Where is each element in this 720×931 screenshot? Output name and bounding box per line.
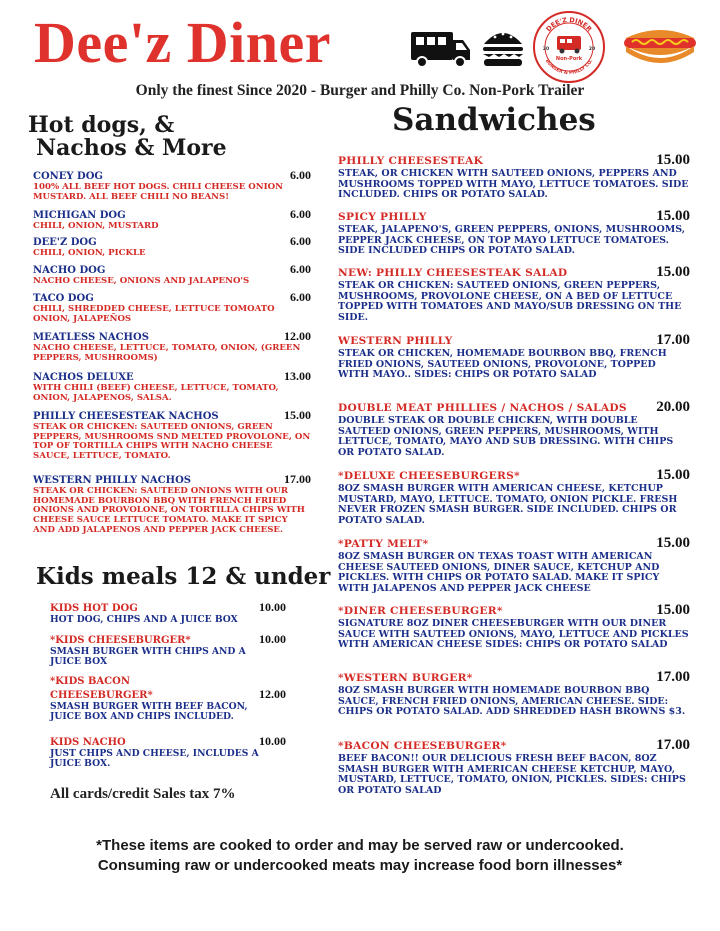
item-description: STEAK OR CHICKEN: SAUTEED ONIONS WITH OUR HOMEMADE BOURBON BBQ WITH FRENCH FRIED ONIONS AND PROVOLONE, ON TORTILLA CHIPS WITH CHEESE SAUCE LETTUCE TOMATO. MAKE IT SPICY AND ADD JALAPENOS AND PEPPER JACK CHEESE. [33, 486, 305, 535]
item-price: 20.00 [656, 399, 690, 415]
kids-meals-heading: Kids meals 12 & under [36, 563, 331, 590]
logo-mid-text: Non-Pork [555, 56, 583, 62]
item-name: MEATLESS NACHOS [33, 332, 149, 343]
hot-dog-icon [622, 24, 698, 70]
item-description: 100% ALL BEEF HOT DOGS. CHILI CHEESE ONION MUSTARD. ALL BEEF CHILI NO BEANS! [33, 182, 283, 202]
menu-item-nachos-deluxe [33, 369, 311, 403]
item-description: NACHO CHEESE, LETTUCE, TOMATO, ONION, (GREEN PEPPERS, MUSHROOMS) [33, 343, 301, 363]
item-price: 13.00 [284, 369, 311, 383]
item-description: JUST CHIPS AND CHEESE, INCLUDES A JUICE BOX. [50, 748, 259, 770]
item-description: HOT DOG, CHIPS AND A JUICE BOX [50, 614, 238, 625]
logo-year-right: 20 [588, 47, 596, 52]
item-description: BEEF BACON!! OUR DELICIOUS FRESH BEEF BACON, 8OZ SMASH BURGER WITH AMERICAN CHEESE KETCHUP, MAYO, MUSTARD, LETTUCE, TOMATO, ONION, PICKLES. SIDES: CHIPS OR POTATO SALAD [338, 753, 686, 797]
item-description: 8OZ SMASH BURGER WITH HOMEMADE BOURBON BBQ SAUCE, FRENCH FRIED ONIONS, AMERICAN CHEESE. SIDE: CHIPS OR POTATO SALAD. ADD SHREDDED HASH BROWNS $3. [338, 685, 686, 718]
item-description: DOUBLE STEAK OR DOUBLE CHICKEN, WITH DOUBLE SAUTEED ONIONS, GREEN PEPPERS, MUSHROOMS, WITH LETTUCE, TOMATO, MAYO AND SUB DRESSING. WITH CHIPS OR POTATO SALAD. [338, 415, 674, 459]
item-price: 17.00 [284, 472, 311, 486]
item-name: SPICY PHILLY [338, 211, 427, 223]
item-price: 17.00 [656, 332, 690, 348]
menu-item-spicy-philly [338, 208, 690, 257]
item-description: STEAK OR CHICKEN: SAUTEED ONIONS, GREEN PEPPERS, MUSHROOMS SND MELTED PROVOLONE, ON TOP OF TORTILLA CHIPS WITH NACHO CHEESE SAUCE, LETTUCE, TOMATO. [33, 422, 311, 462]
item-description: STEAK, JALAPENO'S, GREEN PEPPERS, ONIONS, MUSHROOMS, PEPPER JACK CHEESE, ON TOP MAYO LETTUCE TOMATOES. SIDE INCLUDED CHIPS OR POTATO SALAD. [338, 224, 686, 257]
menu-item-kids-nacho [50, 734, 286, 770]
item-name: *BACON CHEESEBURGER* [338, 740, 507, 752]
item-name: NACHO DOG [33, 265, 106, 276]
raw-food-disclaimer [0, 836, 720, 877]
menu-item-deez-dog [33, 234, 311, 259]
item-price: 6.00 [290, 290, 311, 304]
item-price: 15.00 [656, 208, 690, 224]
item-name: DEE'Z DOG [33, 237, 97, 248]
item-price: 6.00 [290, 168, 311, 182]
menu-item-philly-salad [338, 264, 690, 324]
menu-item-western-philly-nachos [33, 472, 311, 536]
item-name: PHILLY CHEESESTEAK [338, 155, 484, 167]
menu-item-kids-cheeseburger [50, 632, 286, 668]
menu-item-double-meat [338, 399, 690, 459]
item-price: 15.00 [656, 602, 690, 618]
logo-top-text: DEE'Z DINER [544, 15, 594, 34]
item-price: 10.00 [259, 600, 286, 614]
hot-dogs-heading [28, 114, 268, 160]
disclaimer-line2: Consuming raw or undercooked meats may increase food born illnesses* [97, 857, 623, 875]
item-price: 15.00 [284, 408, 311, 422]
item-price: 12.00 [284, 329, 311, 343]
item-name: KIDS NACHO [50, 737, 126, 748]
item-name: *WESTERN BURGER* [338, 672, 473, 684]
item-name: KIDS HOT DOG [50, 603, 138, 614]
menu-item-meatless-nachos [33, 329, 311, 363]
item-price: 15.00 [656, 152, 690, 168]
item-price: 15.00 [656, 535, 690, 551]
item-description: WITH CHILI (BEEF) CHEESE, LETTUCE, TOMATO, ONION, JALAPENOS, SALSA. [33, 383, 279, 403]
disclaimer-line1: *These items are cooked to order and may be served raw or undercooked. [96, 837, 624, 854]
menu-item-western-philly [338, 332, 690, 381]
item-price: 10.00 [259, 734, 286, 748]
item-description: SIGNATURE 8OZ DINER CHEESEBURGER WITH OUR DINER SAUCE WITH SAUTEED ONIONS, MAYO, LETTUCE AND PICKLES WITH AMERICAN CHEESE SIDES: CHIPS OR POTATO SALAD [338, 618, 689, 651]
item-name: *DINER CHEESEBURGER* [338, 605, 503, 617]
item-name: MICHIGAN DOG [33, 210, 126, 221]
item-name: NEW: PHILLY CHEESESTEAK SALAD [338, 267, 568, 279]
item-description: 8OZ SMASH BURGER WITH AMERICAN CHEESE, KETCHUP MUSTARD, MAYO, LETTUCE. TOMATO, ONION PICKLE. FRESH NEVER FROZEN SMASH BURGER. SIDE INCLUDED. CHIPS OR POTATO SALAD. [338, 483, 678, 527]
menu-item-diner-cheeseburger [338, 602, 690, 651]
item-description: STEAK OR CHICKEN: SAUTEED ONIONS, GREEN PEPPERS, MUSHROOMS, PROVOLONE CHEESE, ON A BED OF LETTUCE TOPPED WITH TOMATOES AND MAYO/SUB DRESSING ON THE SIDE. [338, 280, 682, 324]
menu-item-michigan-dog [33, 207, 311, 232]
item-price: 6.00 [290, 207, 311, 221]
item-price: 10.00 [259, 632, 286, 646]
tax-note: All cards/credit Sales tax 7% [50, 786, 236, 802]
item-name: WESTERN PHILLY [338, 335, 453, 347]
item-name: PHILLY CHEESESTEAK NACHOS [33, 411, 219, 422]
menu-item-kids-bacon-cheeseburger [50, 675, 286, 723]
item-description: 8OZ SMASH BURGER ON TEXAS TOAST WITH AMERICAN CHEESE SAUTEED ONIONS, DINER SAUCE, KETCHUP AND PICKLES. WITH CHIPS OR POTATO SALAD. MAKE IT SPICY WITH JALAPENOS AND PEPPER JACK CHEESE [338, 551, 660, 595]
menu-item-patty-melt [338, 535, 690, 595]
menu-item-western-burger [338, 669, 690, 718]
menu-item-deluxe-cheeseburgers [338, 467, 690, 527]
logo-year-left: 20 [542, 47, 550, 52]
restaurant-title: Dee'z Diner [34, 10, 331, 75]
menu-item-philly-cheesesteak [338, 152, 690, 201]
item-price: 15.00 [656, 467, 690, 483]
item-description: CHILI, ONION, MUSTARD [33, 221, 159, 231]
item-name: DOUBLE MEAT PHILLIES / NACHOS / SALADS [338, 402, 627, 414]
tagline: Only the finest Since 2020 - Burger and Philly Co. Non-Pork Trailer [135, 82, 585, 99]
item-price: 6.00 [290, 234, 311, 248]
item-name: NACHOS DELUXE [33, 372, 134, 383]
item-name: TACO DOG [33, 293, 94, 304]
burger-icon [481, 26, 525, 68]
item-description: NACHO CHEESE, ONIONS AND JALAPENO'S [33, 276, 250, 286]
item-name: CONEY DOG [33, 171, 103, 182]
menu-item-bacon-cheeseburger [338, 737, 690, 797]
item-description: SMASH BURGER WITH BEEF BACON, JUICE BOX AND CHIPS INCLUDED. [50, 701, 248, 723]
hot-dogs-heading-line1: Hot dogs, & [28, 112, 175, 138]
hot-dogs-heading-line2: Nachos & More [36, 135, 227, 162]
item-price: 17.00 [656, 669, 690, 685]
sandwiches-heading: Sandwiches [392, 102, 596, 138]
menu-item-coney-dog [33, 168, 311, 202]
menu-item-taco-dog [33, 290, 311, 324]
diner-logo [532, 10, 606, 84]
item-price: 15.00 [656, 264, 690, 280]
food-truck-icon [409, 26, 473, 70]
item-name: *KIDS CHEESEBURGER* [50, 635, 191, 646]
item-price: 17.00 [656, 737, 690, 753]
logo-bottom-text: BURGER & PHILLY CO. [543, 58, 595, 77]
item-name: *DELUXE CHEESEBURGERS* [338, 470, 520, 482]
item-price: 6.00 [290, 262, 311, 276]
item-price: 12.00 [259, 687, 286, 701]
item-description: CHILI, SHREDDED CHEESE, LETTUCE TOMOATO ONION, JALAPEÑOS [33, 304, 275, 324]
item-name: *PATTY MELT* [338, 538, 429, 550]
item-description: STEAK, OR CHICKEN WITH SAUTEED ONIONS, PEPPERS AND MUSHROOMS TOPPED WITH MAYO, LETTUCE TOMATOES. SIDE INCLUDED. CHIPS OR POTATO SALAD. [338, 168, 689, 201]
menu-item-kids-hot-dog [50, 600, 286, 625]
menu-item-nacho-dog [33, 262, 311, 287]
item-name: WESTERN PHILLY NACHOS [33, 475, 191, 486]
item-name: *KIDS BACON CHEESEBURGER* [50, 676, 153, 701]
item-description: STEAK OR CHICKEN, HOMEMADE BOURBON BBQ, FRENCH FRIED ONIONS, SAUTEED ONIONS, PROVOLONE, TOPPED WITH MAYO.. SIDES: CHIPS OR POTATO SALAD [338, 348, 667, 381]
item-description: CHILI, ONION, PICKLE [33, 248, 146, 258]
menu-item-philly-nachos [33, 408, 311, 462]
item-description: SMASH BURGER WITH CHIPS AND A JUICE BOX [50, 646, 246, 668]
